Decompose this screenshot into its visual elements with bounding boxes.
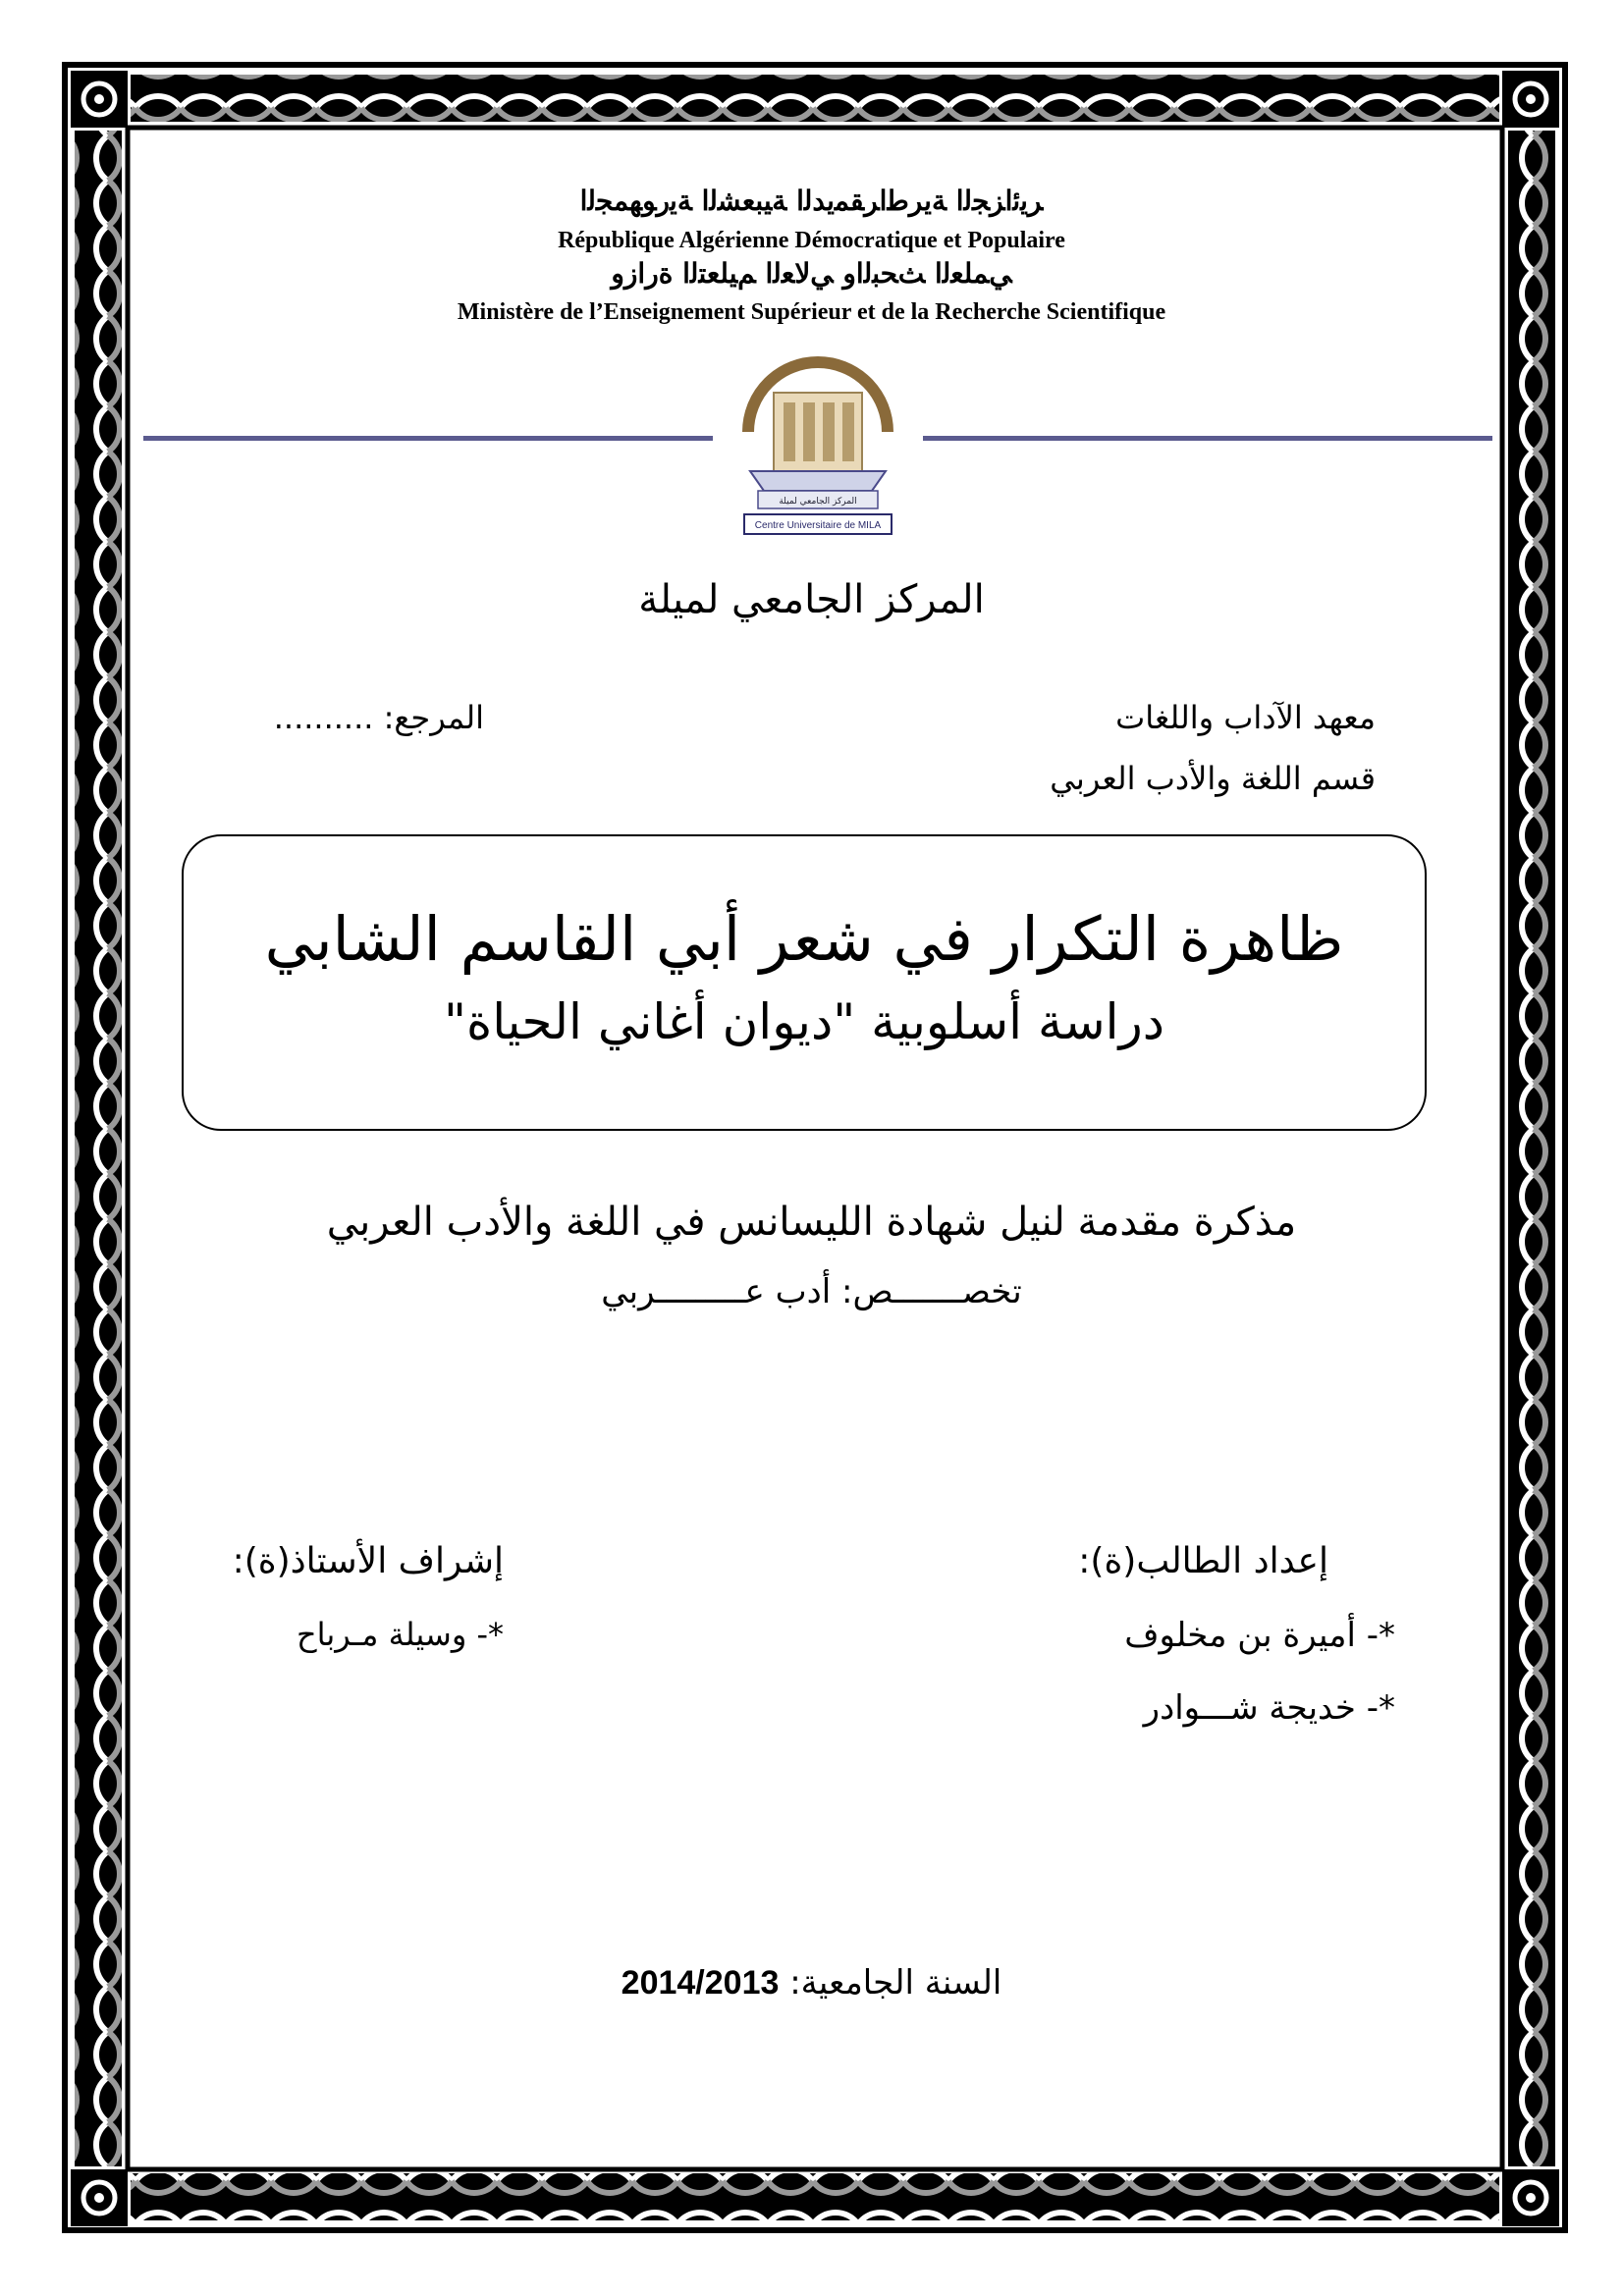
header-divider-left [143,436,713,441]
degree-statement: مذكرة مقدمة لنيل شهادة الليسانس في اللغة والأدب العربي [326,1200,1297,1245]
student-name: *- خديجة شـــوادر [1143,1688,1395,1728]
department-name: قسم اللغة والأدب العربي [1050,760,1376,797]
supervisor-heading: إشراف الأستاذ(ة): [232,1541,504,1581]
academic-year-label: السنة الجامعية: [789,1963,1002,2002]
header-ministry: Ministère de l’Enseignement Supérieur et de la Recherche Scientifique [457,299,1166,325]
supervisor-name: *- وسيلة مـرباح [296,1616,504,1653]
header-republic: République Algérienne Démocratique et Populaire [558,228,1065,253]
academic-year [0,1963,1623,2002]
corner-ornament [1502,71,1559,128]
corner-ornament [1502,2169,1559,2226]
students-heading: إعداد الطالب(ة): [1078,1541,1328,1581]
academic-year-value: 2014/2013 [621,1964,780,2002]
thesis-subtitle: دراسة أسلوبية "ديوان أغاني الحياة" [444,993,1164,1050]
logo-building-text: المركز الجامعي لميلة [779,497,857,507]
institute-name: معهد الآداب واللغات [1115,699,1376,736]
specialty: تخصـــــــص: أدب عـــــــــربي [601,1272,1022,1311]
student-name: *- أميرة بن مخلوف [1124,1616,1395,1655]
header-arabic-republic: ﺮﻳﺋﺍﺰﺠﻟﺍ ﺔﻳﺮﻃﺍﺮﻘﻤﻳﺪﻟﺍ ﺔﻴﺒﻌﺸﻟﺍ ﺔﻳﺭﻮﻬﻤﺠﻟﺍ [579,185,1044,217]
thesis-title: ظاهرة التكرار في شعر أبي القاسم الشابي [264,903,1344,975]
logo-caption: Centre Universitaire de MILA [754,520,882,531]
university-name: المركز الجامعي لميلة [638,577,985,622]
header-arabic-ministry: ﻲﻤﻠﻌﻟﺍ ﺚﺤﺒﻟﺍﻭ ﻲﻟﺎﻌﻟﺍ ﻢﻴﻠﻌﺘﻟﺍ ﺓﺭﺍﺯﻭ [611,257,1012,290]
corner-ornament [71,2169,128,2226]
corner-ornament [71,71,128,128]
title-box [182,834,1427,1131]
university-logo [734,353,901,540]
header-divider-right [923,436,1492,441]
reference-number: المرجع: .......... [273,699,484,736]
